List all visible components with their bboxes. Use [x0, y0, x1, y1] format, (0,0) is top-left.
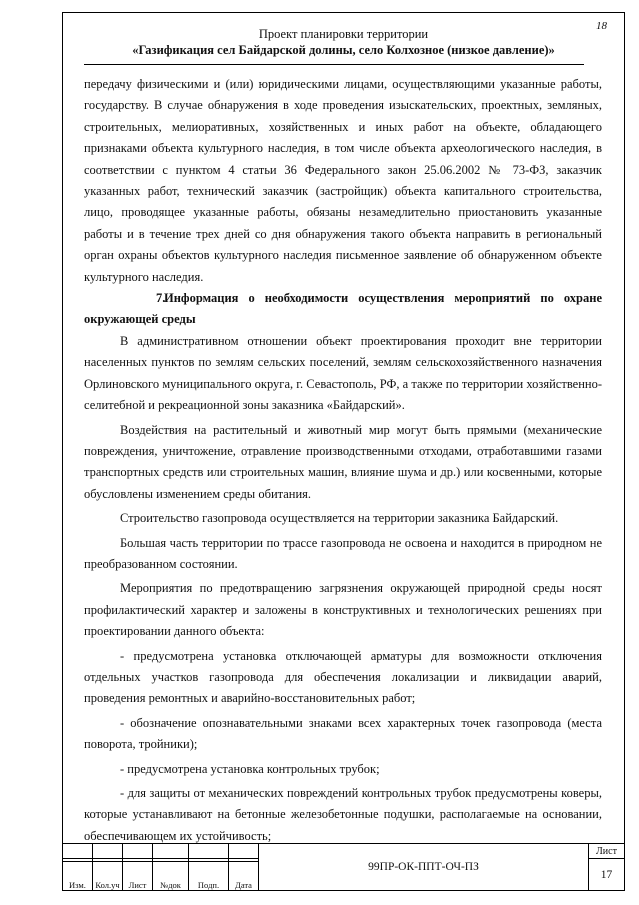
document-header	[62, 26, 625, 58]
stamp-col-ndok: №док	[153, 861, 189, 890]
list-item: - предусмотрена установка отключающей арматуры для возможности отключения отдельных участков газопровода для обеспечения локализации и ликвидации аварий, проведения ремонтных и аварийно-восстановительных работ;	[84, 648, 602, 706]
list-item: - обозначение опознавательными знаками всех характерных точек газопровода (места поворота, тройники);	[84, 715, 602, 752]
header-line-2: «Газификация сел Байдарской долины, село Колхозное (низкое давление)»	[132, 43, 555, 57]
stamp-col-data: Дата	[229, 861, 259, 890]
paragraph: Воздействия на растительный и животный мир могут быть прямыми (механические повреждения, уничтожение, отравление производственными отходами, отработавшими газами транспортных средств или строительных машин, влияние шума и др.) или косвенными, которые обусловлены изменением среды обитания.	[84, 422, 602, 501]
document-body	[84, 74, 602, 847]
sheet-number: 17	[589, 859, 625, 891]
section-number: 7.	[156, 291, 166, 306]
title-block	[62, 843, 625, 891]
list-item: - предусмотрена установка контрольных трубок;	[120, 761, 380, 776]
section-title: Информация о необходимости осуществления мероприятий по охране окружающей среды	[84, 291, 602, 327]
header-line-1: Проект планировки территории	[258, 27, 429, 41]
paragraph: Большая часть территории по трассе газопровода не освоена и находится в природном не преобразованном состоянии.	[84, 535, 602, 571]
document-code: 99ПР-ОК-ППТ-ОЧ-ПЗ	[259, 844, 589, 891]
stamp-col-list: Лист	[123, 861, 153, 890]
corner-page-number: 18	[596, 20, 607, 32]
section-heading	[84, 288, 602, 331]
sheet-label: Лист	[589, 844, 625, 859]
paragraph: передачу физическими и (или) юридическими лицами, осуществляющими указанные работы, государству. В случае обнаружения в ходе проведения изыскательских, проектных, земляных, строительных, мелиоративных, хозяйственных и иных работ на объекте, обладающего признаками объекта культурного наследия, в том числе объекта археологического наследия, в соответствии с пунктом 4 статьи 36 Федерального закон 25.06.2002 № 73-ФЗ, заказчик указанных работ, технический заказчик (застройщик) объекта капитального строительства, лицо, проводящее указанные работы, обязаны незамедлительно приостановить указанные работы и в течение трех дней со дня обнаружения такого объекта направить в региональный орган охраны объектов культурного наследия письменное заявление об обнаруженном объекте культурного наследия.	[84, 77, 602, 284]
paragraph: Строительство газопровода осуществляется на территории заказника Байдарский.	[120, 511, 559, 526]
list-item: - для защиты от механических повреждений контрольных трубок предусмотрены коверы, которые устанавливают на бетонные железобетонные подушки, располагаемые на основании, обеспечивающем их устойчивость;	[84, 786, 602, 843]
paragraph: В административном отношении объект проектирования проходит вне территории населенных пунктов по землям сельских поселений, землям сельскохозяйственного назначения Орлиновского муниципального округа, г. Севастополь, РФ, а также по территории хозяйственно-селитебной и рекреационной зоны заказника «Байдарский».	[84, 333, 602, 413]
paragraph: Мероприятия по предотвращению загрязнения окружающей природной среды носят профилактический характер и заложены в конструктивных и технологических решениях при проектировании данного объекта:	[84, 581, 602, 639]
stamp-col-podp: Подп.	[189, 861, 229, 890]
stamp-col-izm: Изм.	[63, 861, 93, 890]
header-rule	[84, 64, 584, 65]
stamp-col-kol-uch: Кол.уч	[93, 861, 123, 890]
